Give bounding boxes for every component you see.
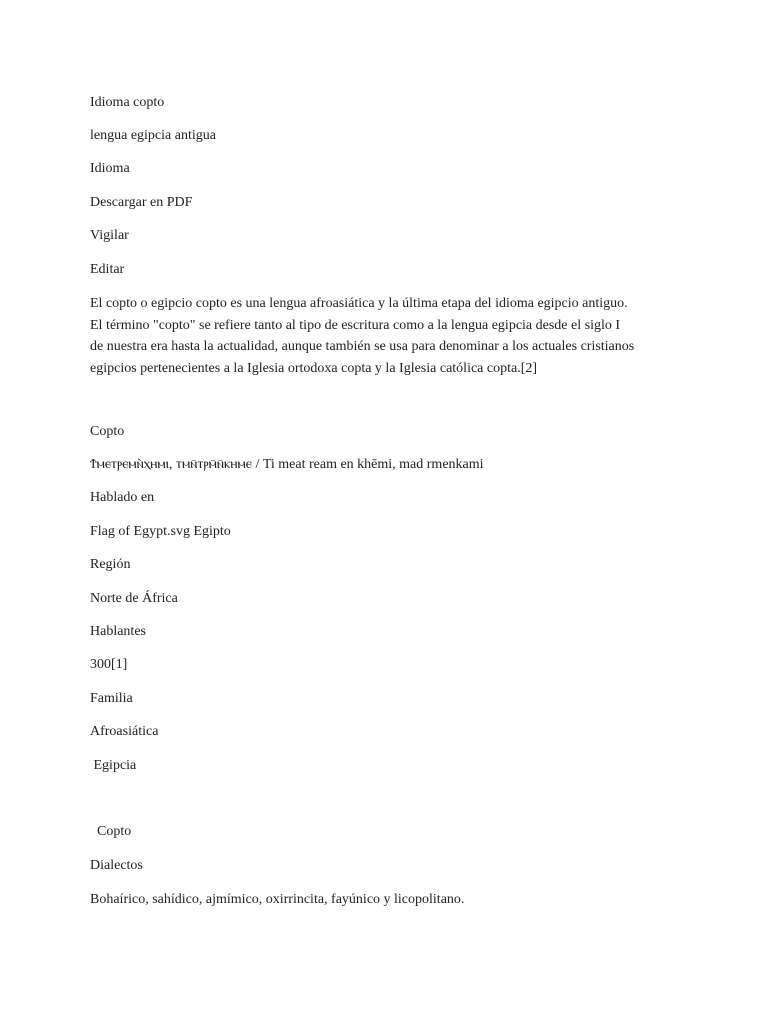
page-title: Idioma copto [90, 95, 165, 110]
download-pdf-link[interactable]: Descargar en PDF [90, 195, 193, 210]
infobox-native-name: Ϯⲙⲉⲧⲣⲉⲙⲛ̀ⲭⲏⲙⲓ, ⲧⲙⲛ̄ⲧⲣⲙ̄ⲛ̄ⲕⲏⲙⲉ / Ti meat ream en khēmi, mad rmenkami [90, 457, 484, 472]
speakers-label: Hablantes [90, 624, 146, 639]
intro-paragraph [90, 293, 690, 379]
language-link[interactable]: Idioma [90, 161, 130, 176]
intro-line: egipcios pertenecientes a la Iglesia ortodoxa copta y la Iglesia católica copta.[2] [90, 360, 538, 376]
region-label: Región [90, 557, 131, 572]
family-subgroup[interactable]: Copto [90, 824, 132, 839]
spoken-in-value[interactable]: Flag of Egypt.svg Egipto [90, 524, 231, 539]
edit-link[interactable]: Editar [90, 262, 125, 277]
dialects-value: Bohaírico, sahídico, ajmímico, oxirrincita, fayúnico y licopolitano. [90, 892, 465, 907]
watch-link[interactable]: Vigilar [90, 228, 129, 243]
intro-line: El copto o egipcio copto es una lengua afroasiática y la última etapa del idioma egipcio antiguo. [90, 296, 628, 311]
intro-line: El término "copto" se refiere tanto al tipo de escritura como a la lengua egipcia desde el siglo I [90, 317, 621, 333]
family-label: Familia [90, 691, 133, 706]
region-value[interactable]: Norte de África [90, 591, 178, 606]
infobox-name: Copto [90, 424, 125, 439]
spoken-in-label: Hablado en [90, 490, 155, 505]
dialects-label: Dialectos [90, 858, 143, 873]
family-subgroup[interactable]: Egipcia [90, 758, 137, 773]
speakers-value: 300[1] [90, 657, 128, 672]
intro-line: de nuestra era hasta la actualidad, aunque también se usa para denominar a los actuales cristianos [90, 339, 635, 354]
page-subtitle: lengua egipcia antigua [90, 128, 216, 143]
family-value[interactable]: Afroasiática [90, 724, 159, 739]
